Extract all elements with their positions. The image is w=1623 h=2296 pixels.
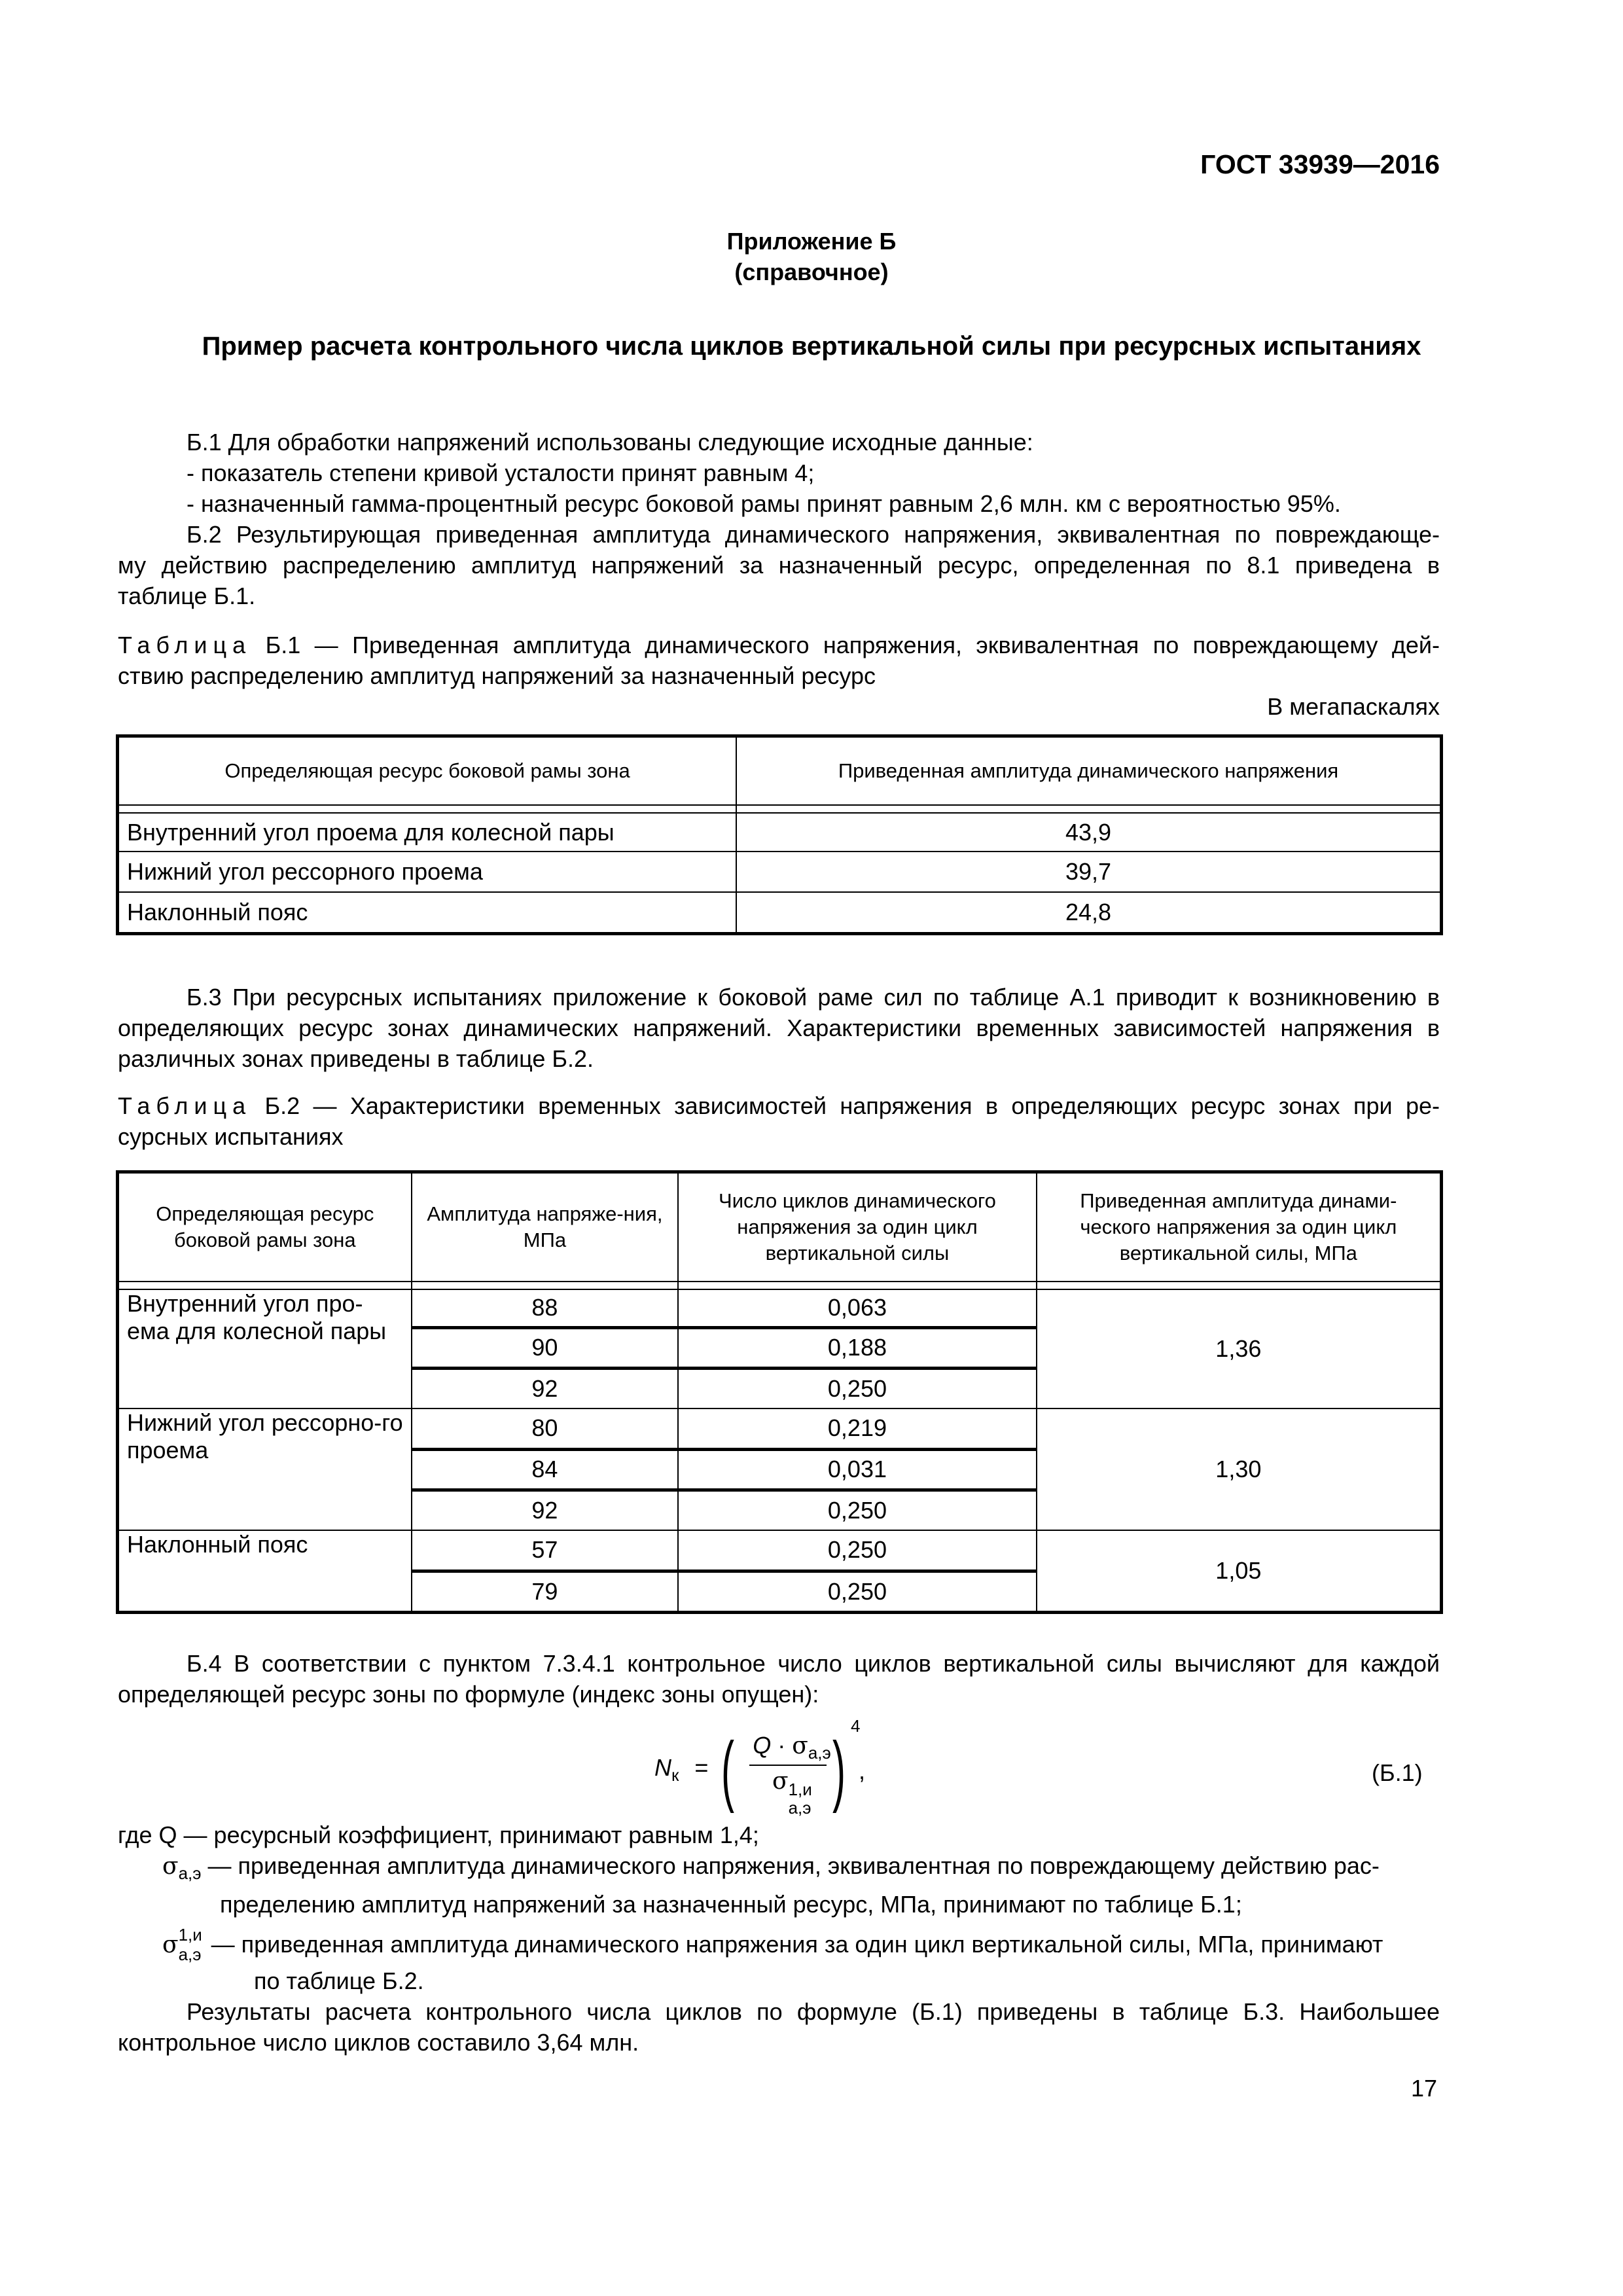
cycles-cell: 0,250 xyxy=(678,1490,1036,1530)
reduced-cell: 1,05 xyxy=(1037,1530,1440,1611)
amplitude-cell: 84 xyxy=(412,1449,679,1490)
b4-line-2: определяющей ресурс зоны по формуле (индекс зоны опущен): xyxy=(118,1681,819,1708)
paragraph-b4 xyxy=(118,1648,1440,1710)
amplitude-cell: 90 xyxy=(412,1327,679,1368)
definition-sigma-ae-line2: пределению амплитуд напряжений за назначенный ресурс, МПа, принимают по таблице Б.1; xyxy=(220,1891,1242,1918)
reduced-cell: 1,30 xyxy=(1037,1408,1440,1530)
table1-caption-text: Б.1 — Приведенная амплитуда динамического напряжения, эквивалентная по повреждающему дей- xyxy=(265,632,1440,658)
b2-line-1: Б.2 Результирующая приведенная амплитуда динамического напряжения, эквивалентная по повреждающе- xyxy=(187,521,1440,548)
zone-cell: Нижний угол рессорно-го проема xyxy=(118,1408,412,1530)
reduced-cell: 1,36 xyxy=(1037,1289,1440,1408)
table2-header-zone: Определяющая ресурс боковой рамы зона xyxy=(118,1173,412,1282)
definition-sigma-1i-line2: по таблице Б.2. xyxy=(254,1967,424,1995)
zone-cell: Внутренний угол про-ема для колесной пары xyxy=(118,1289,412,1408)
zone-cell: Внутренний угол проема для колесной пары xyxy=(118,813,736,852)
value-cell: 24,8 xyxy=(736,892,1440,933)
section-title: Пример расчета контрольного числа циклов вертикальной силы при ресурсных испытаниях xyxy=(202,332,1421,361)
table2-caption-label: Таблица xyxy=(118,1092,252,1119)
zone-cell: Нижний угол рессорного проема xyxy=(118,852,736,892)
amplitude-cell: 92 xyxy=(412,1368,679,1408)
appendix-title: Приложение Б xyxy=(726,228,897,255)
formula-exponent: 4 xyxy=(851,1716,861,1736)
paragraph-b3 xyxy=(118,982,1440,1074)
table2-header-amplitude: Амплитуда напряже-ния, МПа xyxy=(412,1173,679,1282)
b3-line-2: определяющих ресурс зонах динамических напряжений. Характеристики временных зависимостей напряжения в xyxy=(118,1014,1440,1041)
value-cell: 39,7 xyxy=(736,852,1440,892)
cycles-cell: 0,219 xyxy=(678,1408,1036,1449)
formula-definitions xyxy=(118,1820,1440,2058)
definition-sigma-ae: $\sigma_{а,э}$ — приведенная амплитуда динамического напряжения, эквивалентная по повреждающему действию рас- xyxy=(162,1852,1380,1884)
amplitude-cell: 57 xyxy=(412,1530,679,1571)
b2-line-3: таблице Б.1. xyxy=(118,583,256,609)
table-b1 xyxy=(118,736,1441,933)
table2-caption-text: Б.2 — Характеристики временных зависимостей напряжения в определяющих ресурс зонах при ре- xyxy=(264,1092,1440,1119)
cycles-cell: 0,250 xyxy=(678,1368,1036,1408)
page-number: 17 xyxy=(1410,2075,1437,2102)
definition-q: где Q — ресурсный коэффициент, принимают равным 1,4; xyxy=(118,1821,759,1848)
table-row xyxy=(118,892,1440,933)
zone-cell: Наклонный пояс xyxy=(118,1530,412,1611)
b3-line-1: Б.3 При ресурсных испытаниях приложение к боковой раме сил по таблице А.1 приводит к возникновению в xyxy=(187,984,1440,1011)
standard-number: ГОСТ 33939—2016 xyxy=(1200,149,1440,179)
formula-lhs: $N_к$ = xyxy=(654,1754,709,1785)
table1-header-zone: Определяющая ресурс боковой рамы зона xyxy=(118,737,736,805)
table2-header-cycles: Число циклов динамического напряжения за один цикл вертикальной силы xyxy=(678,1173,1036,1282)
table-row xyxy=(118,1530,1440,1571)
amplitude-cell: 80 xyxy=(412,1408,679,1449)
b1-intro: Б.1 Для обработки напряжений использованы следующие исходные данные: xyxy=(187,429,1033,456)
table-b2 xyxy=(118,1172,1441,1612)
table1-units: В мегапаскалях xyxy=(1267,693,1440,720)
cycles-cell: 0,188 xyxy=(678,1327,1036,1368)
b1-item-2: - назначенный гамма-процентный ресурс боковой рамы принят равным 2,6 млн. км с вероятностью 95%. xyxy=(187,490,1341,517)
value-cell: 43,9 xyxy=(736,813,1440,852)
table1-caption-label: Таблица xyxy=(118,632,252,658)
cycles-cell: 0,031 xyxy=(678,1449,1036,1490)
table-row xyxy=(118,852,1440,892)
result-line-2: контрольное число циклов составило 3,64 млн. xyxy=(118,2029,639,2056)
paragraph-b1-b2 xyxy=(118,427,1440,611)
amplitude-cell: 88 xyxy=(412,1289,679,1327)
definition-sigma-1i: σ 1,и а,э — приведенная амплитуда динамического напряжения за один цикл вертикальной силы, МПа, принимают xyxy=(162,1925,1383,1965)
table1-caption-line2: ствию распределению амплитуд напряжений за назначенный ресурс xyxy=(118,662,876,689)
table2-caption xyxy=(118,1090,1440,1152)
b3-line-3: различных зонах приведены в таблице Б.2. xyxy=(118,1045,594,1072)
zone-cell: Наклонный пояс xyxy=(118,892,736,933)
cycles-cell: 0,250 xyxy=(678,1530,1036,1571)
fraction-bar xyxy=(749,1765,827,1766)
result-line-1: Результаты расчета контрольного числа циклов по формуле (Б.1) приведены в таблице Б.3. Наибольшее xyxy=(187,1998,1440,2026)
formula-number: (Б.1) xyxy=(1372,1759,1423,1786)
cycles-cell: 0,063 xyxy=(678,1289,1036,1327)
formula-numerator: $Q \cdot \sigma_{а,э}$ xyxy=(753,1732,831,1763)
cycles-cell: 0,250 xyxy=(678,1571,1036,1611)
appendix-heading xyxy=(0,226,1623,287)
table2-caption-line2: сурсных испытаниях xyxy=(118,1123,344,1150)
formula-denominator: σ 1,и а,э xyxy=(772,1768,812,1818)
appendix-type: (справочное) xyxy=(734,259,889,285)
table-row xyxy=(118,1289,1440,1327)
table-row xyxy=(118,1408,1440,1449)
right-paren-icon: ) xyxy=(832,1726,846,1814)
table2-header-reduced: Приведенная амплитуда динами-ческого напряжения за один цикл вертикальной силы, МПа xyxy=(1037,1173,1440,1282)
amplitude-cell: 92 xyxy=(412,1490,679,1530)
table1-caption xyxy=(118,630,1440,722)
b4-line-1: Б.4 В соответствии с пунктом 7.3.4.1 контрольное число циклов вертикальной силы вычисляют для каждой xyxy=(187,1650,1440,1677)
table1-header-amplitude: Приведенная амплитуда динамического напряжения xyxy=(736,737,1440,805)
b2-line-2: му действию распределению амплитуд напряжений за назначенный ресурс, определенная по 8.1 приведена в xyxy=(118,552,1440,579)
amplitude-cell: 79 xyxy=(412,1571,679,1611)
b1-item-1: - показатель степени кривой усталости принят равным 4; xyxy=(187,459,815,486)
left-paren-icon: ( xyxy=(721,1726,734,1814)
table-row xyxy=(118,813,1440,852)
